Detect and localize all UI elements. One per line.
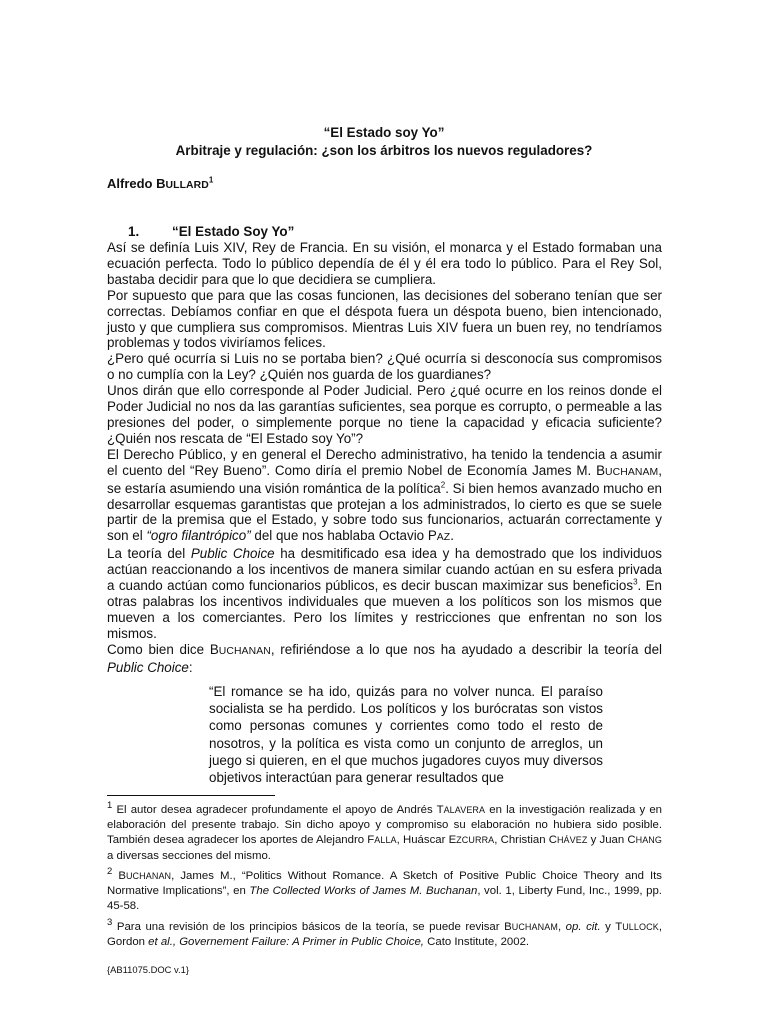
- p5-text-a: El Derecho Público, y en general el Derecho administrativo, ha tenido la tendencia a asumir el cuento del “Rey Bueno”. Como diría el premio Nobel de Economía James M.: [107, 446, 662, 478]
- p5-paz-initial: P: [427, 528, 437, 544]
- fn1-text-d: , Christian C: [494, 834, 557, 847]
- fn1-text-e: y Juan C: [587, 834, 636, 847]
- paragraph-6: [107, 546, 662, 641]
- document-title: “El Estado soy Yo”: [323, 125, 445, 140]
- footnote-3: [107, 915, 662, 950]
- p7-text-c: :: [188, 659, 193, 675]
- author-last-name-initial: B: [156, 176, 166, 191]
- author-last-name-rest: ULLARD: [165, 180, 209, 191]
- p6-text-a: La teoría del: [107, 546, 191, 562]
- block-quote: “El romance se ha ido, quizás para no volver nunca. El paraíso socialista se ha perdido. Los políticos y los burócratas son vistos como personas comunes y corrientes como todo el resto de nosotros, y la política es vista como un conjunto de arreglos, un juego si quieren, en el que muchos jugadores cuyos muy diversos objetivos interactúan para generar resultados que: [209, 684, 603, 786]
- fn3-text-b: ,: [557, 920, 566, 933]
- fn2-text-c: , vol. 1, Liberty Fund, Inc., 1999, pp. 45-58.: [107, 885, 662, 913]
- p5-text-b: , se estaría asumiendo una visión romántica de la política: [107, 462, 662, 496]
- fn3-italic1: op. cit.: [565, 920, 601, 933]
- p6-text-c: . En otras palabras los incentivos individuales que mueven a los políticos son los mismos que mueven a los comerciantes. Pero los límites y restricciones que enfrentan no son los mismos.: [107, 578, 662, 641]
- fn2-text-a: B: [112, 869, 126, 882]
- fn1-text-a: El autor desea agradecer profundamente el apoyo de Andrés T: [112, 803, 444, 816]
- footnotes: [107, 798, 662, 950]
- paragraph-3: ¿Pero qué ocurría si Luis no se portaba bien? ¿Qué ocurría si desconocía sus compromisos o no cumplía con la Ley? ¿Quién nos guarda de los guardianes?: [107, 351, 662, 383]
- footnote-separator: [107, 795, 275, 796]
- author-first-name: Alfredo: [107, 176, 153, 191]
- p5-name-rest: UCHANAM: [605, 466, 659, 478]
- section-title: “El Estado Soy Yo”: [172, 224, 295, 239]
- p7-text-b: , refiriéndose a lo que nos ha ayudado a describir la teoría del: [270, 641, 662, 657]
- fn3-text-c: y T: [600, 920, 623, 933]
- footnote-ref-2[interactable]: 2: [440, 480, 446, 490]
- section-heading: [128, 224, 294, 239]
- p7-text-a: Como bien dice: [107, 641, 210, 657]
- p7-name-rest: UCHANAN: [218, 645, 271, 657]
- fn1-sc4: HÁVEZ: [556, 835, 588, 846]
- fn3-sc1: UCHANAM: [511, 921, 558, 932]
- fn2-sc1: UCHANAN: [125, 870, 172, 881]
- p5-text-e: .: [450, 528, 454, 544]
- fn1-text-c: , Huáscar E: [396, 834, 457, 847]
- paragraph-7: [107, 642, 662, 676]
- p7-name-initial: B: [209, 641, 219, 657]
- fn1-sc3: ZCURRA: [456, 835, 495, 846]
- document-subtitle: Arbitraje y regulación: ¿son los árbitros los nuevos reguladores?: [175, 143, 593, 158]
- fn3-sc2: ULLOCK: [622, 921, 659, 932]
- p5-text-d: del que nos hablaba Octavio: [250, 528, 428, 544]
- document-id: {AB11075.DOC v.1}: [107, 964, 189, 975]
- footnote-1-mark: 1: [107, 800, 113, 811]
- paragraph-2: Por supuesto que para que las cosas funcionen, las decisiones del soberano tenían que ser correctas. Debíamos confiar en que el déspota fuera un déspota bueno, bien intencionado, justo y que cumpliera sus compromisos. Mientras Luis XIV fuera un buen rey, no tendríamos problemas y todos viviríamos felices.: [107, 287, 662, 351]
- paragraph-4: Unos dirán que ello corresponde al Poder Judicial. Pero ¿qué ocurre en los reinos donde el Poder Judicial no nos da las garantías suficientes, sea porque es corrupto, o permeable a las presiones del poder, o simplemente porque no tiene la capacidad y eficacia suficiente? ¿Quién nos rescata de “El Estado soy Yo”?: [107, 383, 662, 446]
- p6-text-b: ha desmitificado esa idea y ha demostrado que los individuos actúan reaccionando a los incentivos de manera similar cuando actúan en su esfera privada a cuando actúan como funcionarios públicos, es decir buscan maximizar sus beneficios: [107, 546, 662, 594]
- footnote-ref-3[interactable]: 3: [633, 577, 638, 587]
- footnote-ref-1[interactable]: 1: [208, 175, 214, 185]
- p5-paz-rest: AZ: [436, 532, 451, 544]
- fn1-text-f: a diversas secciones del mismo.: [107, 849, 271, 862]
- fn1-sc1: ALAVERA: [443, 804, 486, 815]
- fn2-italic: The Collected Works of James M. Buchanan: [249, 885, 478, 898]
- paragraph-5: [107, 447, 662, 546]
- section-number: 1.: [128, 224, 140, 239]
- p7-italic: Public Choice: [107, 659, 189, 675]
- footnote-2-mark: 2: [107, 865, 113, 877]
- fn3-text-a: Para una revisión de los principios básicos de la teoría, se puede revisar B: [112, 920, 512, 933]
- p6-italic: Public Choice: [190, 546, 275, 562]
- paragraph-1: Así se definía Luis XIV, Rey de Francia. En su visión, el monarca y el Estado formaban una ecuación perfecta. Todo lo público dependía de él y él era todo lo público. Para el Rey Sol, bastaba decidir para que lo que decidiera se cumpliera.: [107, 240, 662, 287]
- fn1-text-b: en la investigación realizada y en elaboración del presente trabajo. Sin dicho apoyo y compromiso su elaboración no hubiera sido posible. También desea agradecer los aportes de Alejandro F: [107, 803, 662, 847]
- p5-name-initial: B: [596, 462, 606, 478]
- fn2-text-b: , James M., “Politics Without Romance. A Sketch of Positive Public Choice Theory and Its Normative Implications”, en: [107, 869, 662, 898]
- body-text: [107, 240, 662, 675]
- footnote-1: [107, 798, 662, 864]
- fn3-text-d: , Gordon: [107, 920, 662, 948]
- footnote-2: [107, 864, 662, 915]
- footnote-3-mark: 3: [107, 916, 113, 928]
- p5-text-c: . Si bien hemos avanzado mucho en desarrollar esquemas garantistas que protejan a los administrados, lo cierto es que se suele partir de la premisa que el Estado, y sobre todo sus funcionarios, actuarán correctamente y son el: [107, 480, 662, 544]
- author-line: [107, 176, 213, 191]
- fn3-italic2: et al., Governement Failure: A Primer in Public Choice,: [148, 935, 424, 948]
- fn1-sc2: ALLA: [374, 835, 397, 846]
- fn3-text-e: Cato Institute, 2002.: [423, 935, 530, 948]
- fn1-sc5: HANG: [635, 835, 662, 846]
- p5-italic: “ogro filantrópico”: [146, 528, 251, 544]
